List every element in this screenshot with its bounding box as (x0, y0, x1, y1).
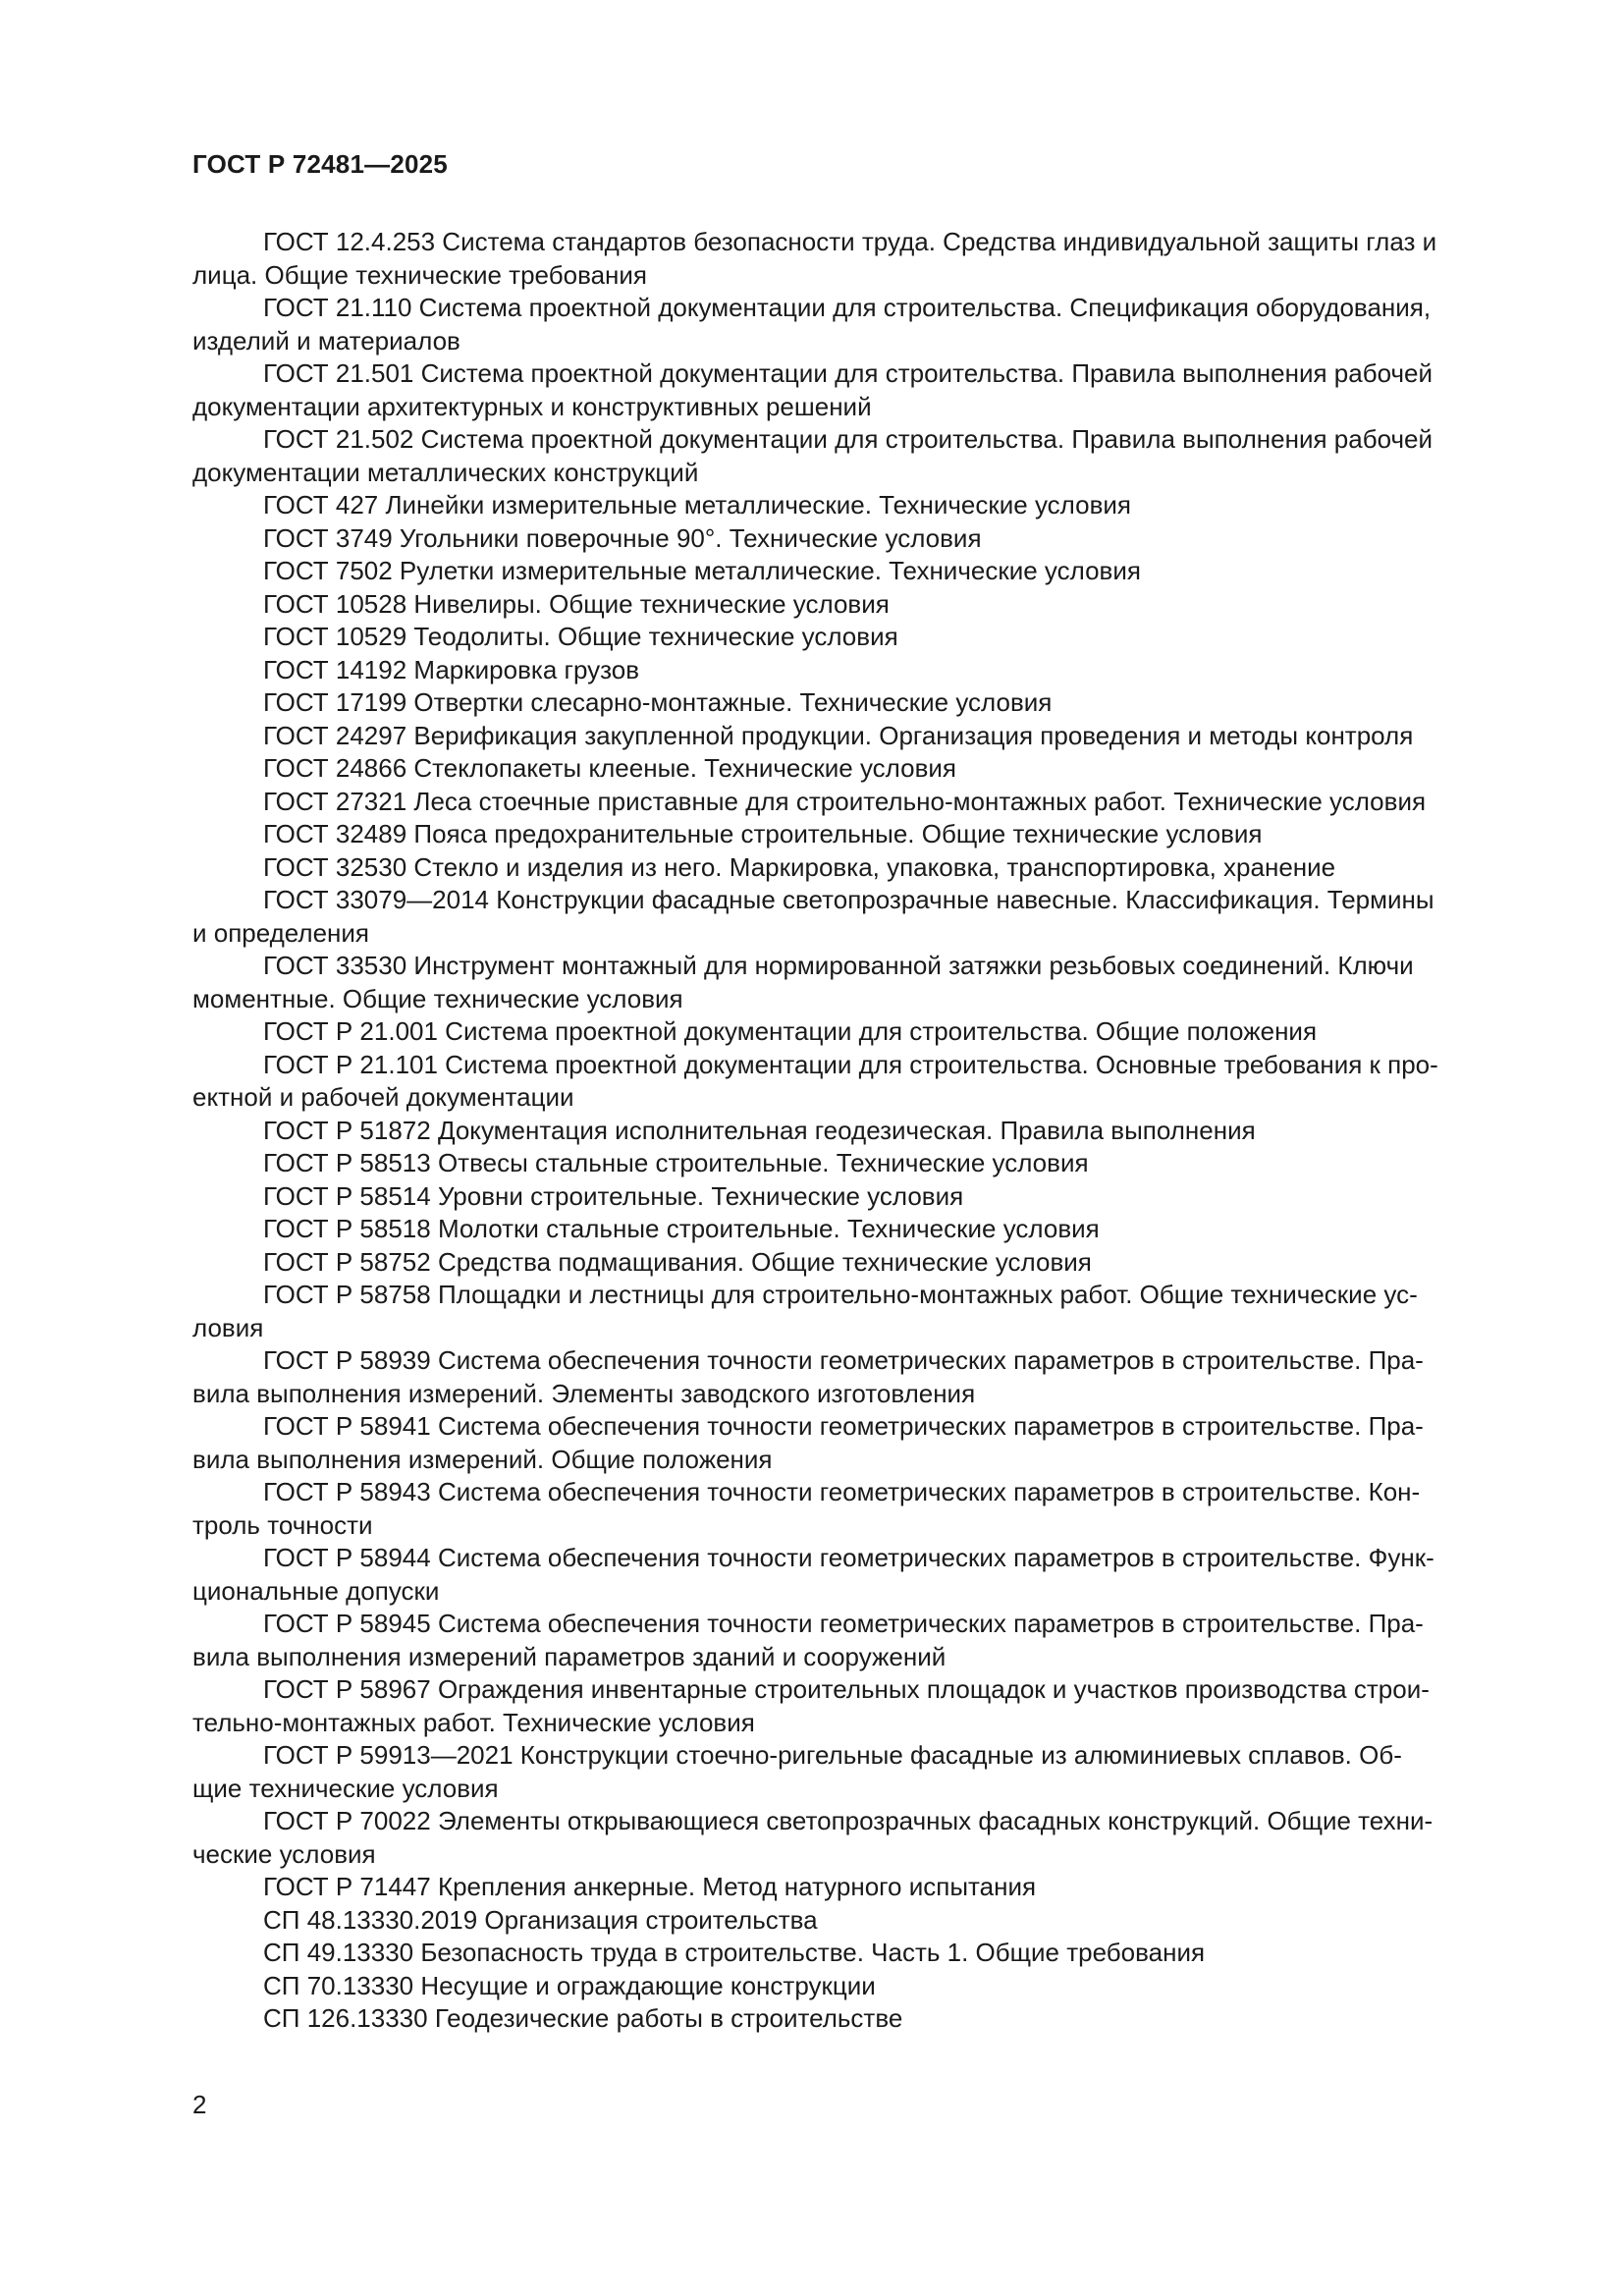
reference-item: ГОСТ 21.501 Система проектной документации для строительства. Правила выполнения рабочей документации архитектурных и конструктивных решений (192, 358, 1434, 421)
reference-item: ГОСТ 32530 Стекло и изделия из него. Маркировка, упаковка, транспортировка, хранение (263, 851, 1336, 882)
reference-item: ГОСТ Р 70022 Элементы открывающиеся светопрозрачных фасадных конструкций. Общие техни- ческие условия (192, 1806, 1434, 1869)
reference-item: ГОСТ Р 58945 Система обеспечения точности геометрических параметров в строительстве. Пра- вила выполнения измерений параметров зданий и сооружений (192, 1609, 1424, 1671)
reference-item: ГОСТ 14192 Маркировка грузов (263, 654, 640, 684)
reference-item: ГОСТ 21.502 Система проектной документации для строительства. Правила выполнения рабочей документации металлических конструкций (192, 424, 1434, 487)
reference-item: ГОСТ Р 58758 Площадки и лестницы для строительно-монтажных работ. Общие технические ус- ловия (192, 1280, 1418, 1342)
reference-item: ГОСТ Р 58944 Система обеспечения точности геометрических параметров в строительстве. Функ- циональные допуски (192, 1543, 1434, 1606)
reference-item: ГОСТ 10528 Нивелиры. Общие технические условия (263, 588, 890, 619)
reference-item: ГОСТ 24297 Верификация закупленной продукции. Организация проведения и методы контроля (263, 720, 1414, 750)
reference-item: ГОСТ Р 58514 Уровни строительные. Технические условия (263, 1180, 964, 1211)
reference-item: ГОСТ 33530 Инструмент монтажный для нормированной затяжки резьбовых соединений. Ключи моментные. Общие технические условия (192, 951, 1414, 1013)
reference-item: ГОСТ Р 58939 Система обеспечения точности геометрических параметров в строительстве. Пра- вила выполнения измерений. Элементы заводского изготовления (192, 1345, 1424, 1408)
reference-item: ГОСТ Р 58943 Система обеспечения точности геометрических параметров в строительстве. Кон- троль точности (192, 1477, 1421, 1540)
reference-item: ГОСТ 3749 Угольники поверочные 90°. Технические условия (263, 522, 982, 553)
reference-item: ГОСТ Р 21.101 Система проектной документации для строительства. Основные требования к про- ектной и рабочей документации (192, 1049, 1438, 1112)
reference-item: ГОСТ Р 58941 Система обеспечения точности геометрических параметров в строительстве. Пра- вила выполнения измерений. Общие положения (192, 1411, 1424, 1474)
reference-item: СП 70.13330 Несущие и ограждающие конструкции (263, 1970, 876, 2000)
normative-references-list (192, 226, 1520, 2036)
reference-item: ГОСТ Р 58518 Молотки стальные строительные. Технические условия (263, 1214, 1100, 1243)
reference-item: ГОСТ 12.4.253 Система стандартов безопасности труда. Средства индивидуальной защиты глаз и лица. Общие технические требования (192, 227, 1437, 290)
reference-item: СП 48.13330.2019 Организация строительства (263, 1904, 818, 1935)
reference-item: СП 49.13330 Безопасность труда в строительстве. Часть 1. Общие требования (263, 1938, 1206, 1967)
reference-item: ГОСТ 24866 Стеклопакеты клееные. Технические условия (263, 753, 956, 783)
reference-item: ГОСТ Р 71447 Крепления анкерные. Метод натурного испытания (263, 1872, 1037, 1901)
reference-item: ГОСТ Р 59913—2021 Конструкции стоечно-ригельные фасадные из алюминиевых сплавов. Об- щие технические условия (192, 1740, 1402, 1803)
reference-item: ГОСТ 21.110 Система проектной документации для строительства. Спецификация оборудования, изделий и материалов (192, 293, 1432, 355)
reference-item: ГОСТ Р 58752 Средства подмащивания. Общие технические условия (263, 1246, 1092, 1277)
page-number: 2 (192, 2090, 207, 2119)
reference-item: ГОСТ 27321 Леса стоечные приставные для строительно-монтажных работ. Технические условия (263, 786, 1427, 816)
reference-item: ГОСТ 427 Линейки измерительные металлические. Технические условия (263, 490, 1131, 519)
reference-item: ГОСТ 33079—2014 Конструкции фасадные светопрозрачные навесные. Классификация. Термины и определения (192, 885, 1434, 948)
reference-item: ГОСТ Р 58967 Ограждения инвентарные строительных площадок и участков производства строи- тельно-монтажных работ. Технические условия (192, 1674, 1430, 1737)
reference-item: ГОСТ 32489 Пояса предохранительные строительные. Общие технические условия (263, 819, 1263, 848)
reference-item: СП 126.13330 Геодезические работы в строительстве (263, 2003, 903, 2033)
document-header: ГОСТ Р 72481—2025 (192, 149, 448, 179)
reference-item: ГОСТ 7502 Рулетки измерительные металлические. Технические условия (263, 556, 1141, 585)
reference-item: ГОСТ 10529 Теодолиты. Общие технические условия (263, 622, 898, 651)
reference-item: ГОСТ Р 58513 Отвесы стальные строительные. Технические условия (263, 1148, 1089, 1177)
reference-item: ГОСТ 17199 Отвертки слесарно-монтажные. Технические условия (263, 687, 1053, 717)
reference-item: ГОСТ Р 21.001 Система проектной документации для строительства. Общие положения (263, 1016, 1318, 1046)
reference-item: ГОСТ Р 51872 Документация исполнительная геодезическая. Правила выполнения (263, 1115, 1256, 1145)
